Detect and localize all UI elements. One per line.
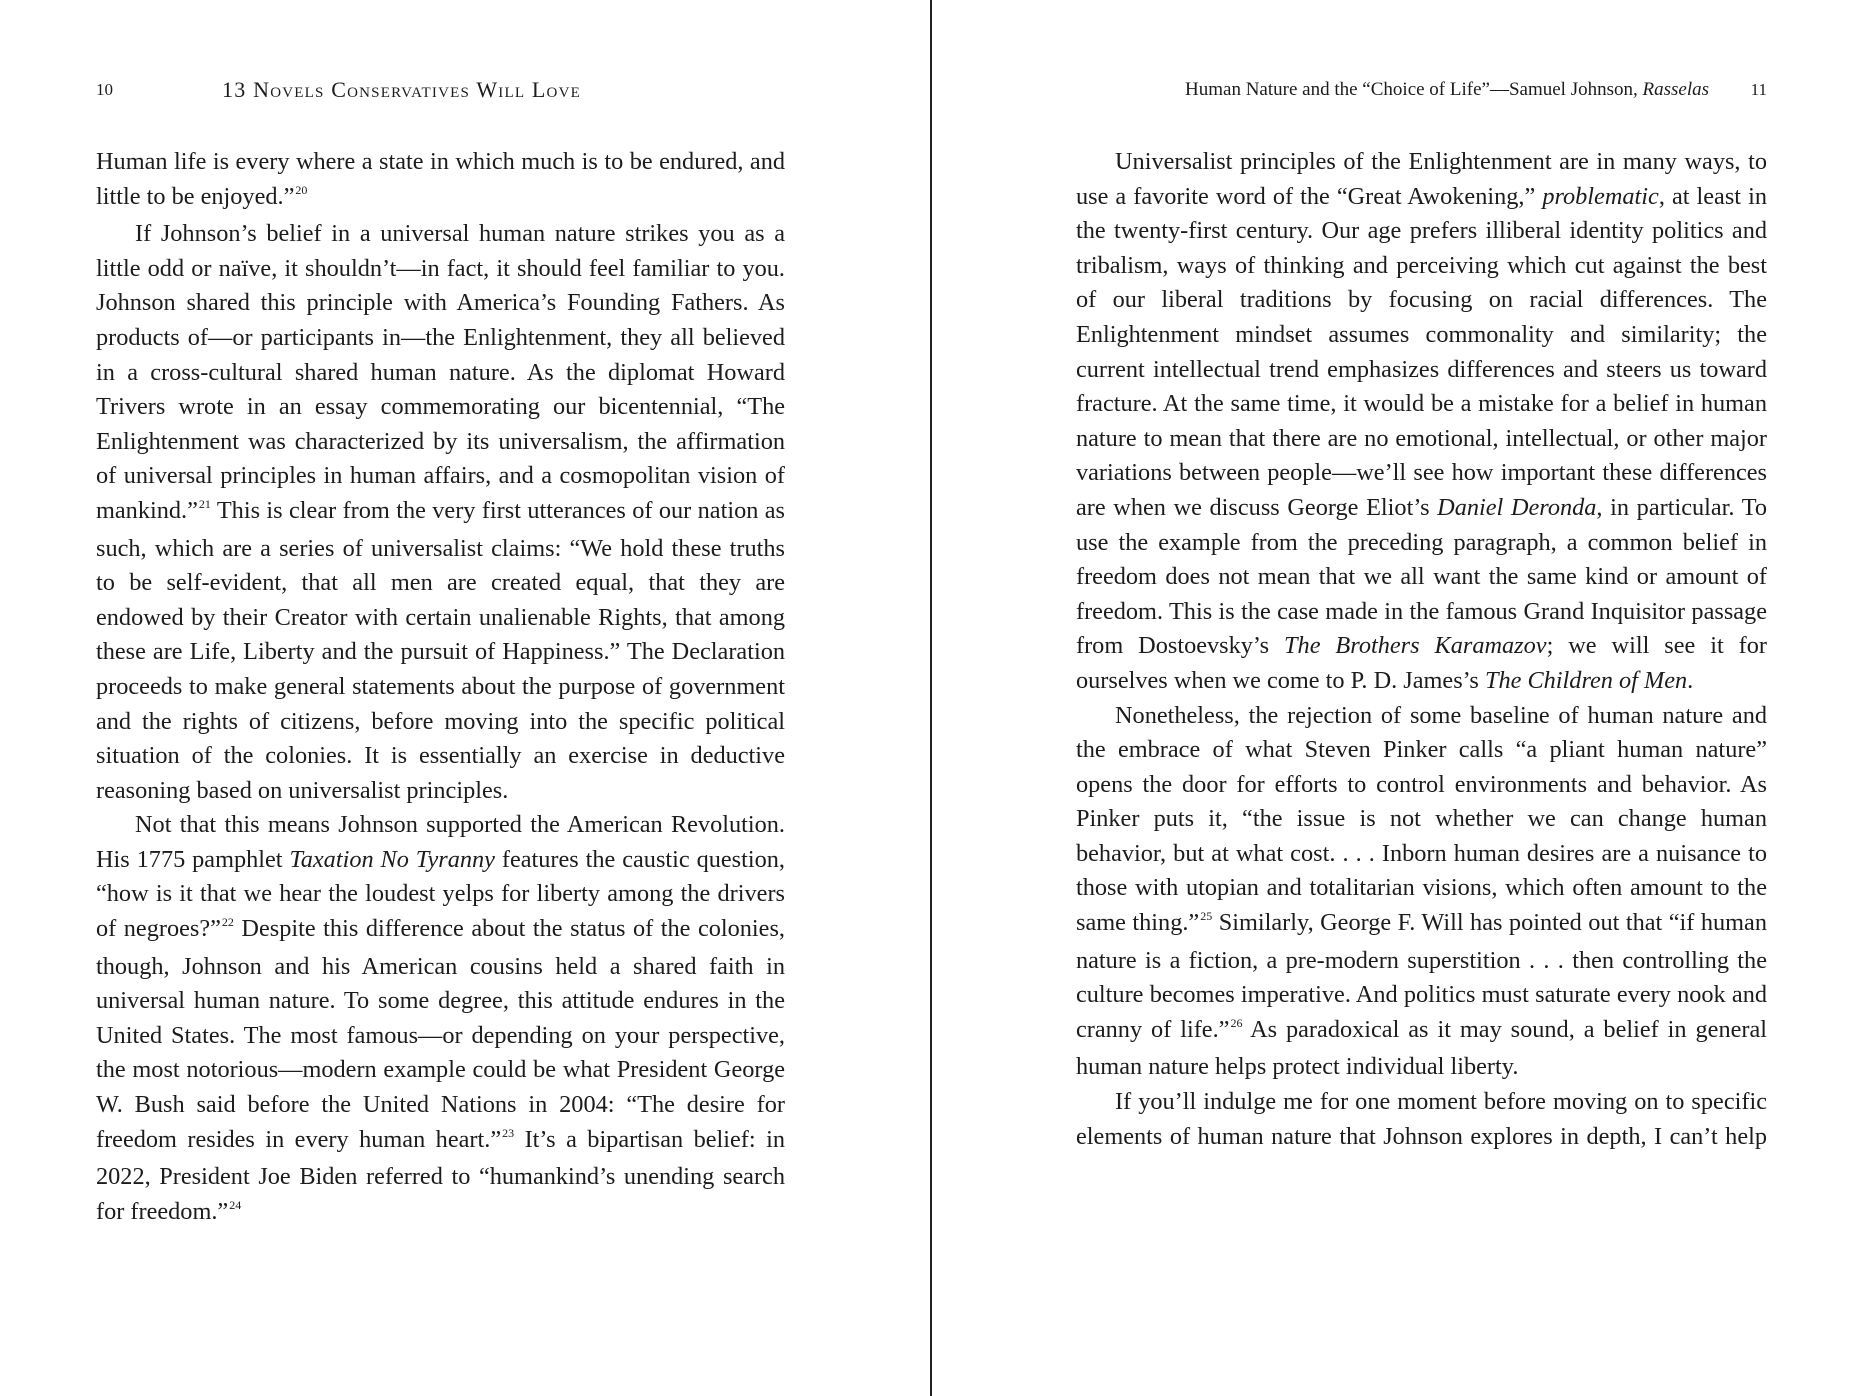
paragraph xyxy=(1076,1085,1767,1154)
left-page-number: 10 xyxy=(96,80,113,99)
right-page-body xyxy=(1076,145,1767,1154)
paragraph xyxy=(96,808,785,1232)
left-running-head xyxy=(96,72,785,108)
italic-title: The Children of Men xyxy=(1484,666,1688,694)
right-running-head xyxy=(1076,72,1767,108)
text-run: Human life is every where a state in which much is to be endured, and little to be enjoyed.” xyxy=(96,148,785,210)
book-title: 13 Novels Conservatives Will Love xyxy=(222,77,581,102)
footnote-marker: 21 xyxy=(198,496,211,511)
footnote-marker: 22 xyxy=(221,915,234,930)
right-page xyxy=(1076,0,1767,1396)
italic-title: The Brothers Karamazov xyxy=(1284,632,1547,660)
paragraph xyxy=(1076,145,1767,699)
text-run: As paradoxical as it may sound, a belief in general human nature helps protect individual liberty. xyxy=(1076,1015,1768,1081)
text-run: , in particular. To use the example from the preceding paragraph, a common belief in freedom does not mean that we all want the same kind or amount of freedom. This is the case made in the famous Grand Inquisitor passage from Dostoevsky’s xyxy=(1076,493,1767,660)
left-page xyxy=(96,0,785,1396)
text-run: Nonetheless, the rejection of some baseline of human nature and the embrace of what Steven Pinker calls “a pliant human nature” opens the door for efforts to control environments and behavior. As Pinker puts it, “the issue is not whether we can change human behavior, but at what cost. . . . Inborn human desires are a nuisance to those with utopian and totalitarian visions, which often amount to the same thing.” xyxy=(1076,701,1767,937)
paragraph xyxy=(96,145,785,217)
text-run: It’s a bipartisan belief: in 2022, President Joe Biden referred to “humankind’s unending search for freedom.” xyxy=(96,1125,785,1225)
chapter-title-text: Human Nature and the “Choice of Life”—Samuel Johnson, xyxy=(1185,79,1643,100)
text-run: If Johnson’s belief in a universal human nature strikes you as a little odd or naïve, it shouldn’t—in fact, it should feel familiar to you. Johnson shared this principle with America’s Founding Fathers. As products of—or participants in—the Enlightenment, they all believed in a cross-cultural shared human nature. As the diplomat Howard Trivers wrote in an essay commemorating our bicentennial, “The Enlightenment was characterized by its universalism, the affirmation of universal principles in human affairs, and a cosmopolitan vision of mankind.” xyxy=(96,220,785,524)
footnote-marker: 25 xyxy=(1200,909,1213,924)
text-run: features the caustic question, “how is it that we hear the loudest yelps for liberty among the drivers of negroes?” xyxy=(96,845,786,943)
right-page-number: 11 xyxy=(1750,80,1767,99)
text-run: Similarly, George F. Will has pointed out that “if human nature is a fiction, a pre-modern superstition . . . then controlling the culture becomes imperative. And politics must saturate every nook and cranny of life.” xyxy=(1076,909,1767,1043)
text-run: Universalist principles of the Enlightenment are in many ways, to use a favorite word of the “Great Awokening,” xyxy=(1076,148,1767,210)
italic-title: problematic xyxy=(1542,182,1659,210)
italic-title: Daniel Deronda xyxy=(1437,493,1597,521)
footnote-marker: 24 xyxy=(229,1197,242,1212)
footnote-marker: 23 xyxy=(502,1125,515,1140)
text-run: , at least in the twenty-first century. Our age prefers illiberal identity politics and tribalism, ways of thinking and perceiving which cut against the best of our liberal traditions by focusing on racial differences. The Enlightenment mindset assumes commonality and similarity; the current intellectual trend emphasizes differences and steers us toward fracture. At the same time, it would be a mistake for a belief in human nature to mean that there are no emotional, intellectual, or other major variations between people—we’ll see how important these differences are when we discuss George Eliot’s xyxy=(1076,182,1767,521)
chapter-title-italic: Rasselas xyxy=(1642,79,1709,100)
paragraph xyxy=(1076,699,1767,1086)
text-run: ; we will see it for ourselves when we come to P. D. James’s xyxy=(1076,632,1767,694)
text-run: . xyxy=(1687,666,1694,694)
text-run: This is clear from the very first utterances of our nation as such, which are a series of universalist claims: “We hold these truths to be self-evident, that all men are created equal, that they are endowed by their Creator with certain unalienable Rights, that among these are Life, Liberty and the pursuit of Happiness.” The Declaration proceeds to make general statements about the purpose of government and the rights of citizens, before moving into the specific political situation of the colonies. It is essentially an exercise in deductive reasoning based on universalist principles. xyxy=(96,496,785,804)
paragraph xyxy=(96,217,785,808)
text-run: If you’ll indulge me for one moment before moving on to specific elements of human nature that Johnson explores in depth, I can’t help xyxy=(1076,1088,1767,1150)
text-run: Despite this difference about the status of the colonies, though, Johnson and his American cousins held a shared faith in universal human nature. To some degree, this attitude endures in the United States. The most famous—or depending on your perspective, the most notorious—modern example could be what President George W. Bush said before the United Nations in 2004: “The desire for freedom resides in every human heart.” xyxy=(96,915,785,1153)
chapter-title xyxy=(1185,72,1709,108)
footnote-marker: 20 xyxy=(295,182,308,197)
footnote-marker: 26 xyxy=(1230,1015,1243,1030)
text-run: Not that this means Johnson supported the American Revolution. His 1775 pamphlet xyxy=(96,811,785,873)
page-gutter-divider xyxy=(930,0,932,1396)
italic-title: Taxation No Tyranny xyxy=(289,845,495,873)
left-page-body xyxy=(96,145,785,1232)
